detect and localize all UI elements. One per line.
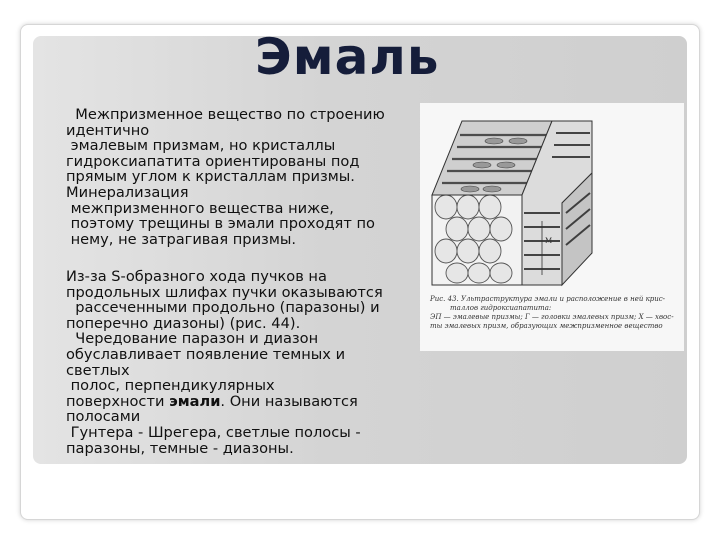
- text-line: Из-за S-образного хода пучков на: [66, 268, 327, 285]
- text-line: межпризменного вещества ниже,: [66, 199, 334, 217]
- text-line: поэтому трещины в эмали проходят по: [66, 215, 375, 233]
- paragraph-interprismatic: [66, 107, 410, 247]
- text-segment: . Они называются: [220, 392, 358, 410]
- text-line: полосами: [66, 408, 141, 426]
- paragraph-hunter-schreger: [66, 269, 410, 456]
- bold-term-enamel: эмали: [169, 392, 221, 410]
- caption-line: ЭП — эмалевые призмы; Г — головки эмалевых призм; Х — хвос-: [430, 313, 674, 321]
- text-line: нему, не затрагивая призмы.: [66, 230, 296, 248]
- text-line: Минерализация: [66, 183, 189, 201]
- text-line: идентично: [66, 121, 150, 139]
- figure-caption: [430, 295, 678, 331]
- figure-label-m: М: [545, 237, 553, 245]
- text-line: поперечно диазоны) (рис. 44).: [66, 314, 301, 332]
- text-line: [66, 394, 410, 410]
- caption-line: таллов гидроксиапатита:: [430, 304, 552, 312]
- text-line: продольных шлифах пучки оказываются: [66, 283, 383, 301]
- text-line: полос, перпендикулярных: [66, 377, 275, 395]
- text-line: эмалевым призмам, но кристаллы: [66, 137, 336, 155]
- text-line: светлых: [66, 361, 130, 379]
- caption-line: Рис. 43. Ультраструктура эмали и расположение в ней крис-: [430, 295, 666, 303]
- text-line: Чередование паразон и диазон: [66, 330, 319, 348]
- text-line: обуславливает появление темных и: [66, 345, 346, 363]
- text-line: гидроксиапатита ориентированы под: [66, 152, 360, 170]
- caption-line: ты эмалевых призм, образующих межпризменное вещество: [430, 322, 663, 330]
- text-line: Гунтера - Шрегера, светлые полосы -: [66, 423, 361, 441]
- text-segment: поверхности: [66, 392, 170, 410]
- text-line: прямым углом к кристаллам призмы.: [66, 168, 355, 186]
- slide-title: Эмаль: [255, 28, 440, 86]
- enamel-figure: [420, 103, 684, 351]
- text-line: рассеченными продольно (паразоны) и: [66, 299, 380, 317]
- text-line: паразоны, темные - диазоны.: [66, 439, 294, 457]
- text-line: Межпризменное вещество по строению: [66, 106, 385, 123]
